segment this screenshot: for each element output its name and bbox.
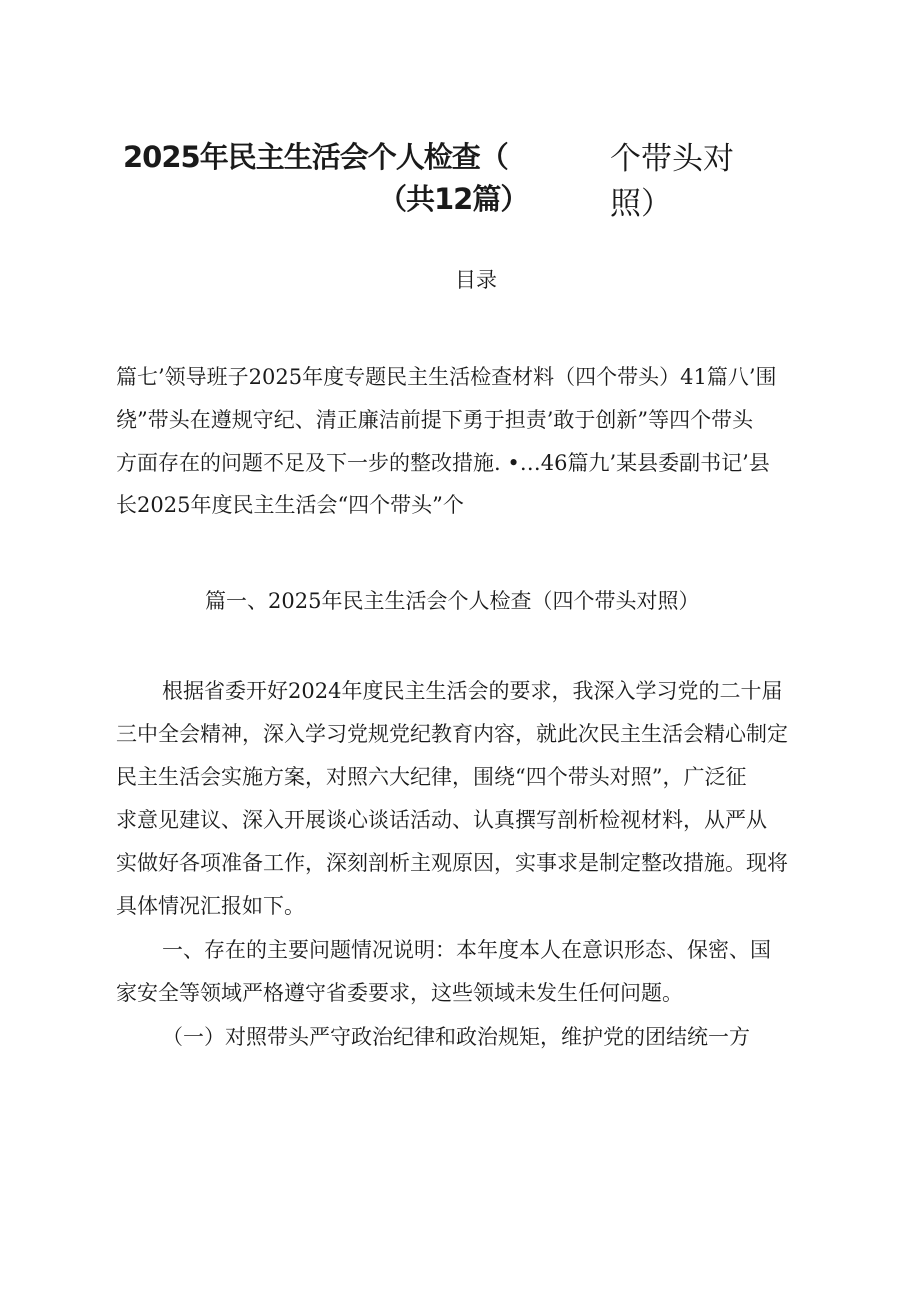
body-line: 具体情况汇报如下。 bbox=[116, 894, 305, 918]
toc-line: 长2025年度民主生活会“四个带头”个 bbox=[116, 493, 464, 517]
toc-heading: 目录 bbox=[455, 268, 497, 292]
body-line: 民主生活会实施方案，对照六大纪律，围绕“四个带头对照”，广泛征 bbox=[116, 765, 747, 789]
body-line: 根据省委开好2024年度民主生活会的要求，我深入学习党的二十届 bbox=[162, 679, 783, 703]
title-line1-left: 2025年民主生活会个人检查（ bbox=[123, 140, 508, 174]
title-line2-left: （共12篇） bbox=[378, 182, 529, 216]
body-line: （一）对照带头严守政治纪律和政治规矩，维护党的团结统一方 bbox=[162, 1025, 750, 1049]
body-line: 实做好各项准备工作，深刻剖析主观原因，实事求是制定整改措施。现将 bbox=[116, 851, 788, 875]
body-line: 三中全会精神，深入学习党规党纪教育内容，就此次民主生活会精心制定 bbox=[116, 722, 788, 746]
article-heading: 篇一、2025年民主生活会个人检查（四个带头对照） bbox=[205, 589, 700, 613]
title-line1-right: 个带头对 bbox=[610, 141, 734, 177]
body-line: 求意见建议、深入开展谈心谈话活动、认真撰写剖析检视材料，从严从 bbox=[116, 808, 767, 832]
toc-line: 绕”带头在遵规守纪、清正廉洁前提下勇于担责’敢于创新”等四个带头 bbox=[116, 408, 754, 432]
body-line: 一、存在的主要问题情况说明：本年度本人在意识形态、保密、国 bbox=[162, 938, 771, 962]
toc-line: 方面存在的问题不足及下一步的整改措施. •…46篇九’某县委副书记’县 bbox=[116, 451, 770, 475]
title-line2-right: 照） bbox=[610, 186, 672, 222]
toc-line: 篇七’领导班子2025年度专题民主生活检查材料（四个带头）41篇八’围 bbox=[116, 365, 777, 389]
body-line: 家安全等领域严格遵守省委要求，这些领域未发生任何问题。 bbox=[116, 981, 683, 1005]
